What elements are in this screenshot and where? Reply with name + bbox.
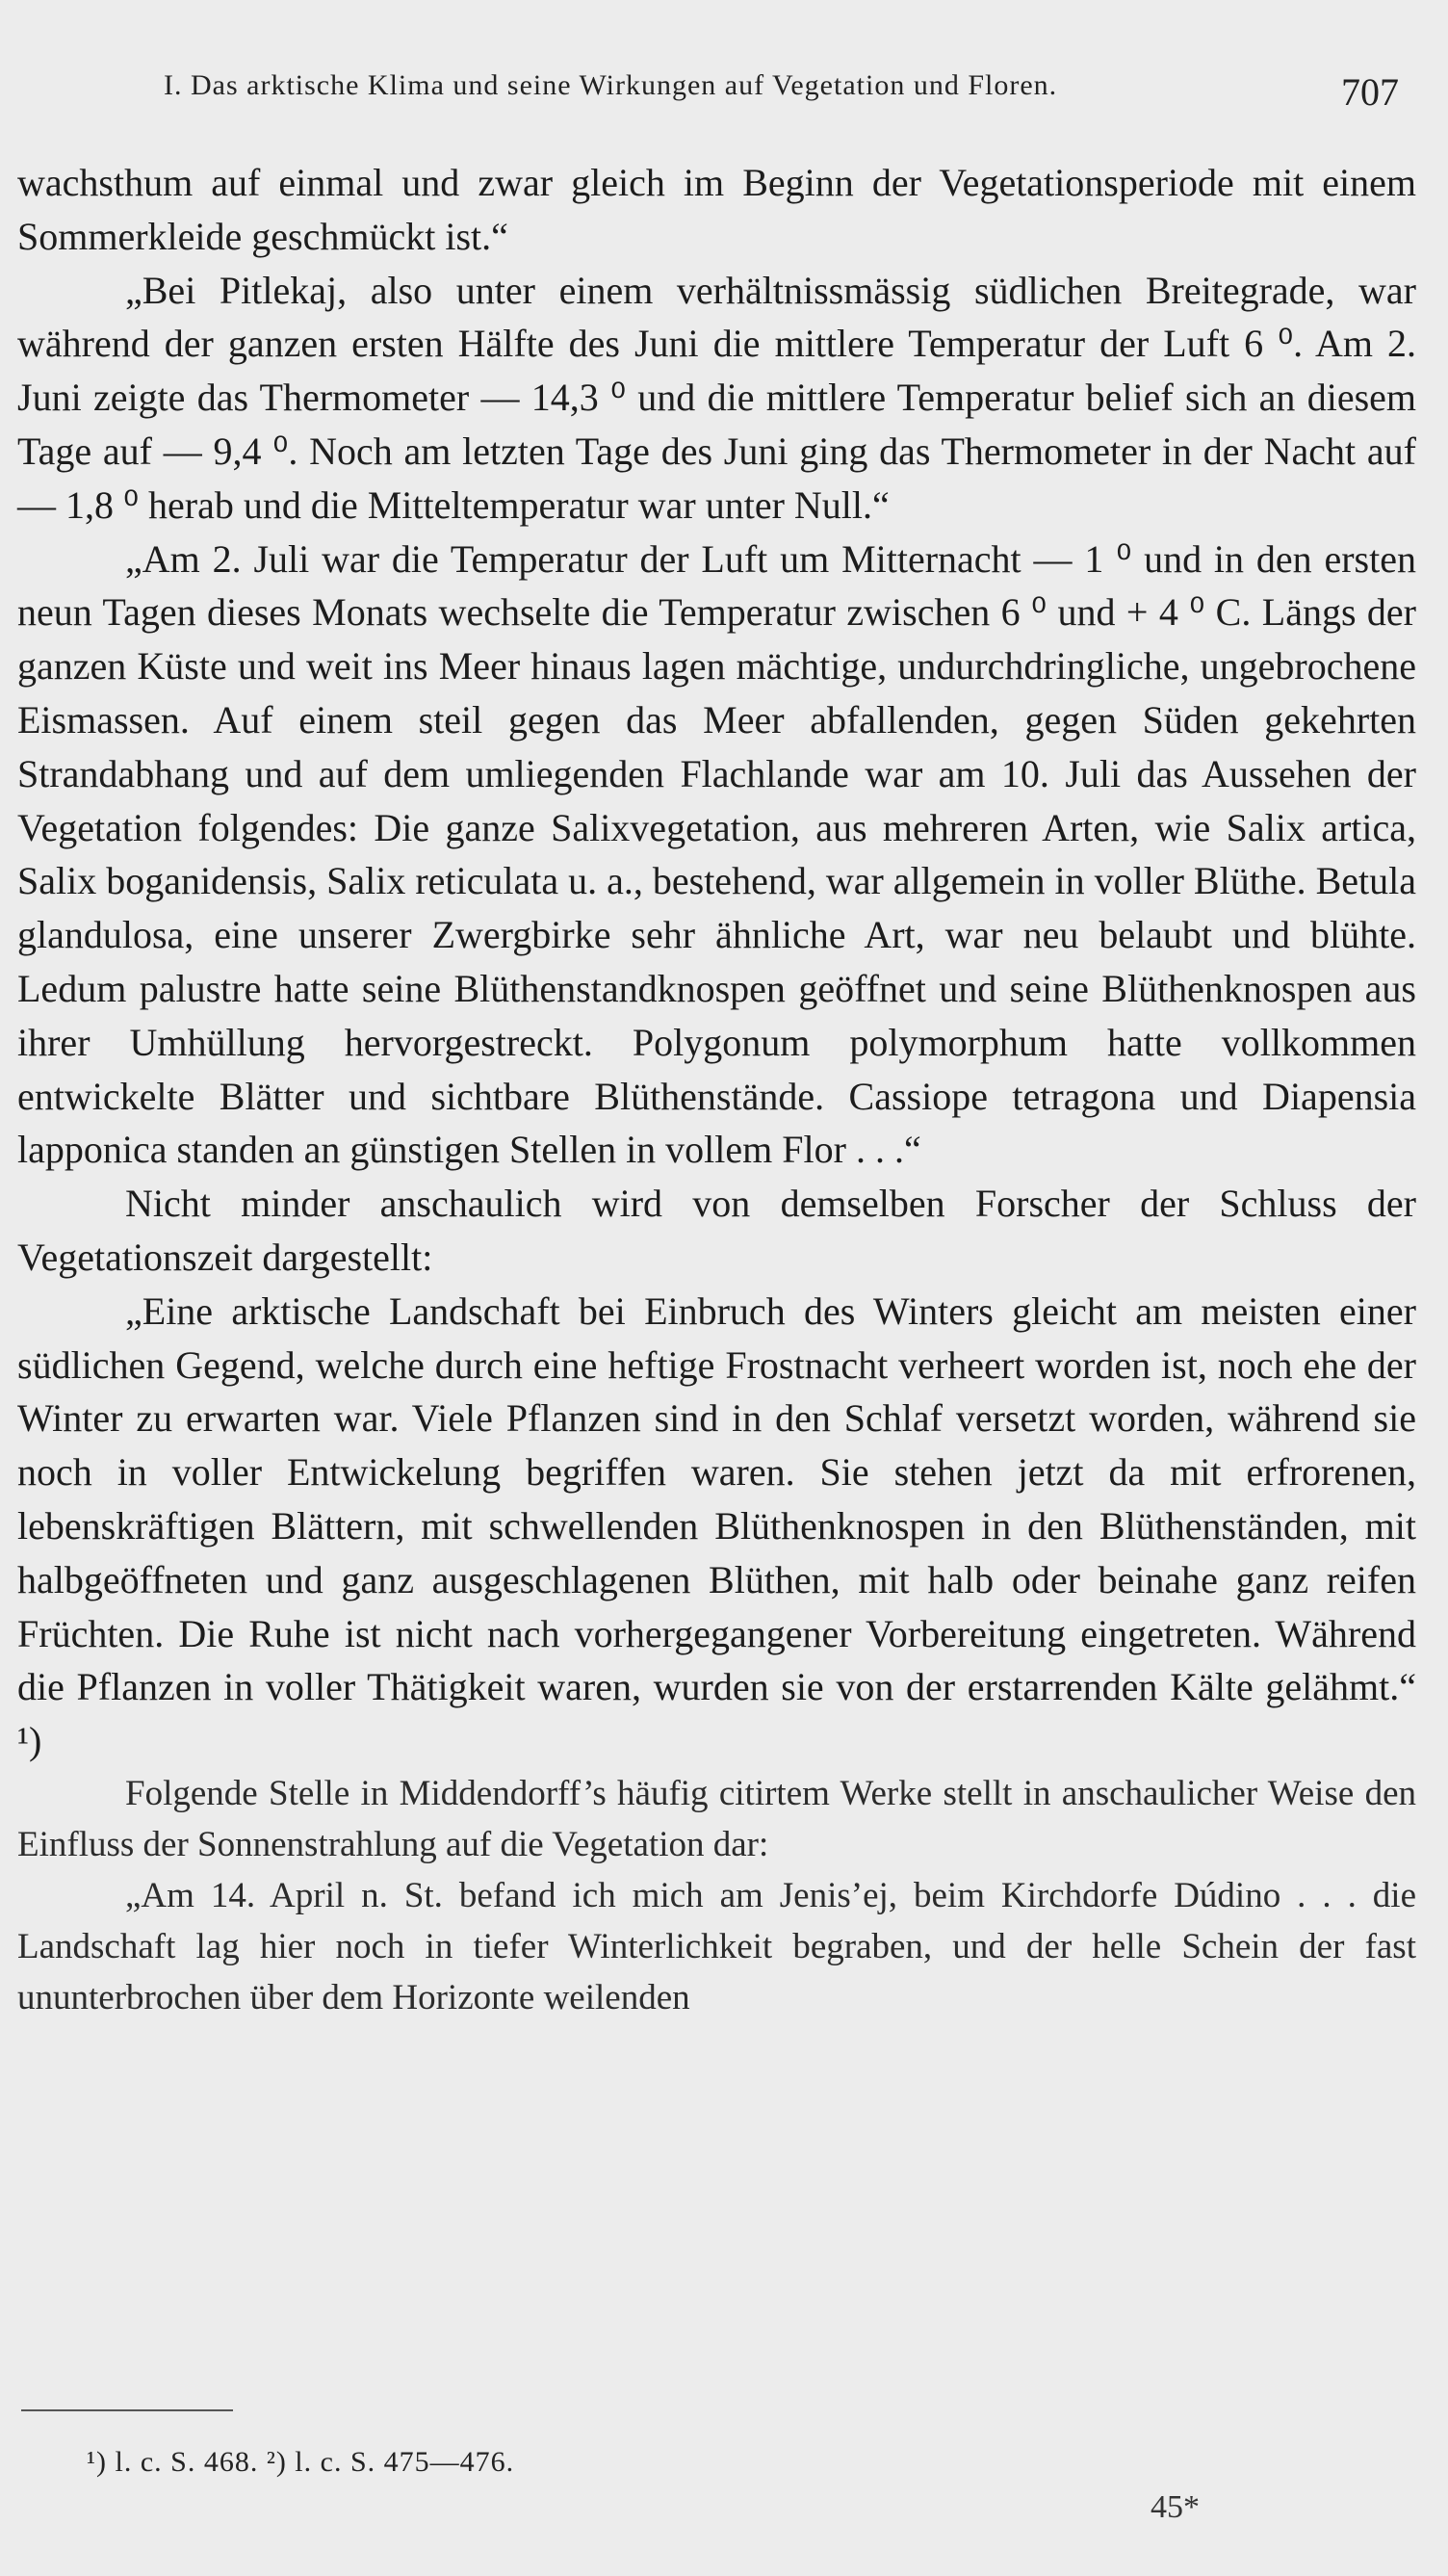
signature-mark: 45*: [1151, 2489, 1200, 2525]
body-text: [17, 156, 1416, 2023]
footnotes: ¹) l. c. S. 468. ²) l. c. S. 475—476.: [87, 2446, 515, 2478]
paragraph-quote-april: „Am 14. April n. St. befand ich mich am Jenis’ej, beim Kirchdorfe Dúdino . . . die Landschaft lag hier noch in tiefer Winterlichkeit begraben, und der helle Schein der fast ununterbrochen über dem Horizonte weilenden: [17, 1875, 1416, 2017]
paragraph-quote-juli: „Am 2. Juli war die Temperatur der Luft um Mitternacht — 1 ⁰ und in den ersten neun Tagen dieses Monats wechselte die Temperatur zwischen 6 ⁰ und + 4 ⁰ C. Längs der ganzen Küste und weit ins Meer hinaus lagen mächtige, undurchdringliche, ungebrochene Eismassen. Auf einem steil gegen das Meer abfallenden, gegen Süden gekehrten Strandabhang und auf dem umliegenden Flachlande war am 10. Juli das Aussehen der Vegetation folgendes: Die ganze Salixvegetation, aus mehreren Arten, wie Salix artica, Salix boganidensis, Salix reticulata u. a., bestehend, war allgemein in voller Blüthe. Betula glandulosa, eine unserer Zwergbirke sehr ähnliche Art, war neu belaubt und blühte. Ledum palustre hatte seine Blüthenstandknospen geöffnet und seine Blüthenknospen aus ihrer Umhüllung hervorgestreckt. Polygonum polymorphum hatte vollkommen entwickelte Blätter und sichtbare Blüthenstände. Cassiope tetragona und Diapensia lapponica standen an günstigen Stellen in vollem Flor . . .“: [17, 536, 1416, 1172]
paragraph-quote-pitlekaj: „Bei Pitlekaj, also unter einem verhältnissmässig südlichen Breitegrade, war während der ganzen ersten Hälfte des Juni die mittlere Temperatur der Luft 6 ⁰. Am 2. Juni zeigte das Thermometer — 14,3 ⁰ und die mittlere Temperatur belief sich an diesem Tage auf — 9,4 ⁰. Noch am letzten Tage des Juni ging das Thermometer in der Nacht auf — 1,8 ⁰ herab und die Mitteltemperatur war unter Null.“: [17, 268, 1416, 527]
page-number: 707: [1341, 70, 1399, 114]
paragraph-schluss: Nicht minder anschaulich wird von demselben Forscher der Schluss der Vegetationszeit dargestellt:: [17, 1182, 1416, 1279]
running-head-title: I. Das arktische Klima und seine Wirkungen auf Vegetation und Floren.: [164, 69, 1058, 101]
paragraph-middendorff: Folgende Stelle in Middendorff’s häufig citirtem Werke stellt in anschaulicher Weise den Einfluss der Sonnenstrahlung auf die Vegetation dar:: [17, 1773, 1416, 1864]
paragraph-quote-winter: „Eine arktische Landschaft bei Einbruch des Winters gleicht am meisten einer südlichen Gegend, welche durch eine heftige Frostnacht verheert worden ist, noch ehe der Winter zu erwarten war. Viele Pflanzen sind in den Schlaf versetzt worden, während sie noch in voller Entwickelung begriffen waren. Sie stehen jetzt da mit erfrorenen, lebenskräftigen Blättern, mit schwellenden Blüthenknospen in den Blüthenständen, mit halbgeöffneten und ganz ausgeschlagenen Blüthen, mit halb oder beinahe ganz reifen Früchten. Die Ruhe ist nicht nach vorhergegangener Vorbereitung eingetreten. Während die Pflanzen in voller Thätigkeit waren, wurden sie von der erstarrenden Kälte gelähmt.“ ¹): [17, 1288, 1416, 1763]
footnote-divider: [21, 2409, 233, 2411]
paragraph-continuation: wachsthum auf einmal und zwar gleich im Beginn der Vegetationsperiode mit einem Sommerkleide geschmückt ist.“: [17, 161, 1416, 258]
